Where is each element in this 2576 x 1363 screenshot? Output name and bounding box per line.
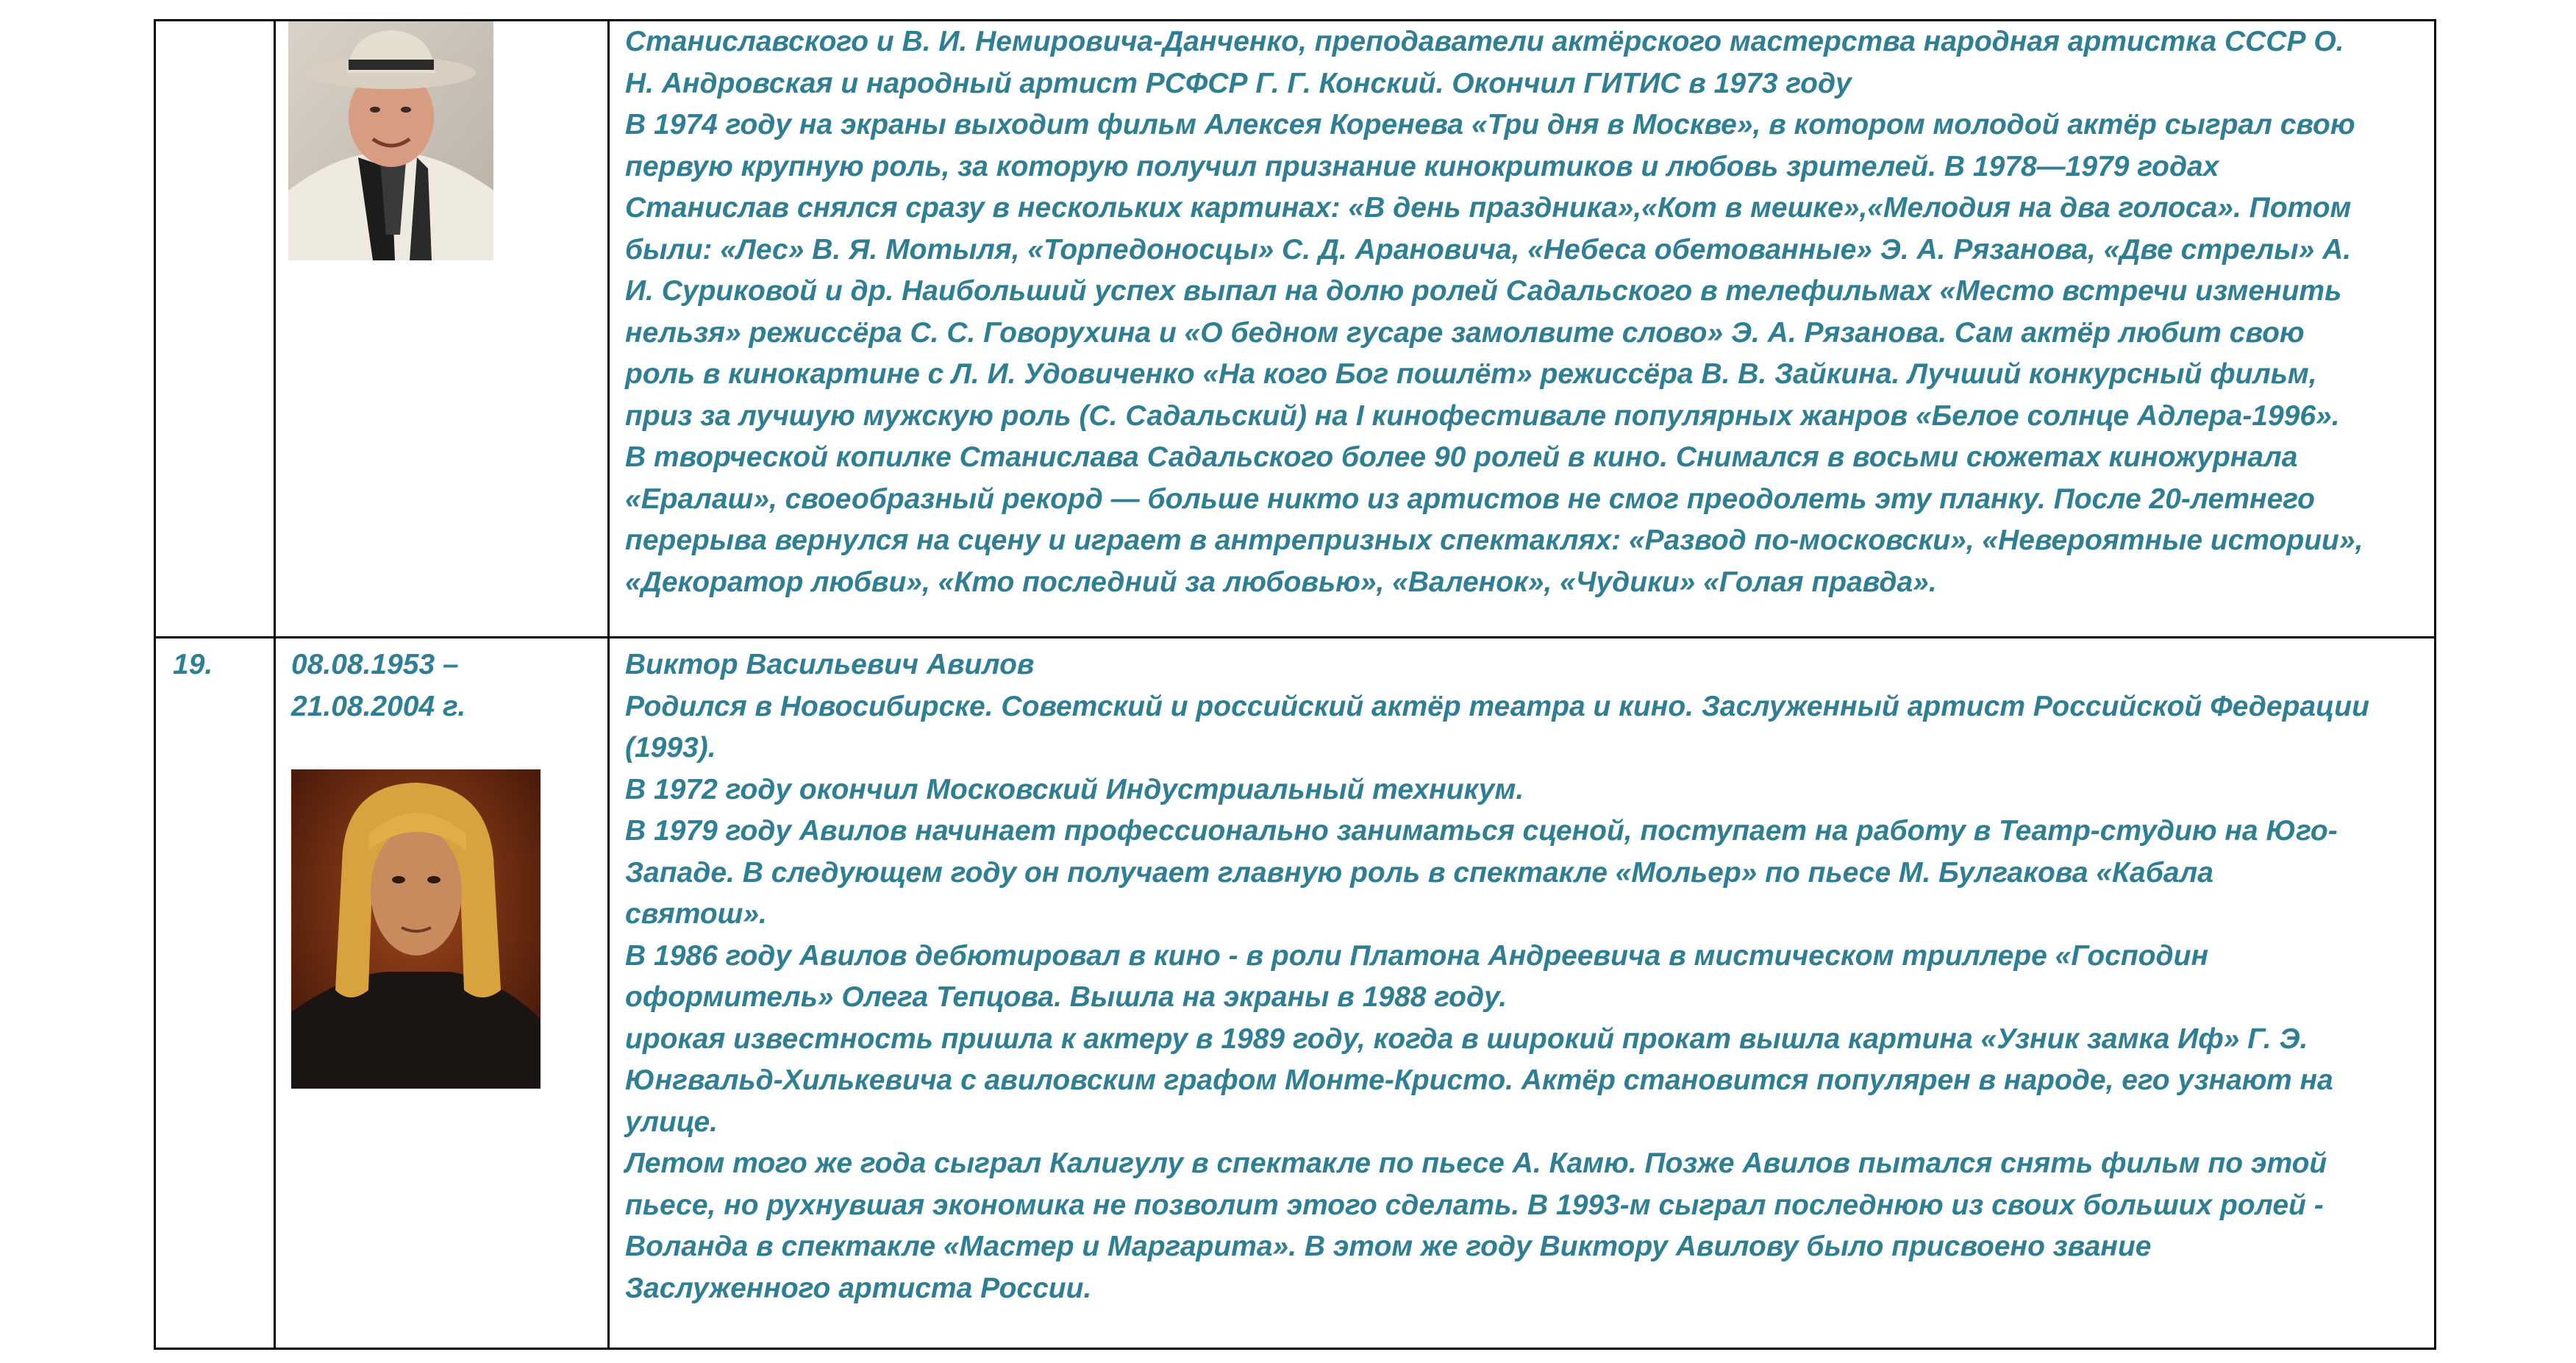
text-line: В 1979 году Авилов начинает профессионально заниматься сценой, поступает на работу в Театр-студию на Юго- (625, 815, 2338, 847)
text-line: пьесе, но рухнувшая экономика не позволит этого сделать. В 1993-м сыграл последнюю из своих больших ролей - (625, 1189, 2324, 1221)
text-line: (1993). (625, 732, 716, 764)
biography-table (154, 19, 2436, 1350)
text-line: В 1972 году окончил Московский Индустриальный техникум. (625, 773, 1524, 805)
text-line: Западе. В следующем году он получает главную роль в спектакле «Мольер» по пьесе М. Булгакова «Кабала (625, 856, 2213, 889)
text-line: ирокая известность пришла к актеру в 1989 году, когда в широкий прокат вышла картина «Узник замка Иф» Г. Э. (625, 1022, 2308, 1055)
text-line: Воланда в спектакле «Мастер и Маргарита». В этом же году Виктору Авилову было присвоено звание (625, 1231, 2152, 1262)
text-line: «Декоратор любви», «Кто последний за любовью», «Валенок», «Чудики» «Голая правда». (625, 566, 1937, 598)
row-number: 19. (173, 649, 213, 680)
text-line: «Ералаш», своеобразный рекорд — больше никто из артистов не смог преодолеть эту планку. После 20-летнего (625, 483, 2315, 515)
text-line: В 1986 году Авилов дебютировал в кино - в роли Платона Андреевича в мистическом триллере «Господин (625, 939, 2209, 972)
text-line: Летом того же года сыграл Калигулу в спектакле по пьесе А. Камю. Позже Авилов пытался снять фильм по этой (625, 1147, 2327, 1179)
text-line: Заслуженного артиста России. (625, 1272, 1092, 1304)
text-line: улице. (625, 1106, 718, 1138)
text-line: В творческой копилке Станислава Садальского более 90 ролей в кино. Снимался в восьми сюжетах киножурнала (625, 441, 2298, 473)
text-line: Юнгвальд-Хилькевича с авиловским графом Монте-Кристо. Актёр становится популярен в народе, его узнают на (625, 1064, 2333, 1096)
text-line: первую крупную роль, за которую получил признание кинокритиков и любовь зрителей. В 1978—1979 годах (625, 150, 2219, 182)
biography-text-upper (625, 21, 2363, 603)
portrait-photo-avilov (291, 769, 540, 1089)
birth-date: 08.08.1953 – (291, 649, 459, 680)
text-line: Родился в Новосибирске. Советский и российский актёр театра и кино. Заслуженный артист Российской Федерации (625, 690, 2369, 722)
text-line: приз за лучшую мужскую роль (С. Садальский) на I кинофестивале популярных жанров «Белое солнце Адлера-1996». (625, 399, 2340, 432)
column-separator-number (274, 21, 276, 1348)
text-line: перерыва вернулся на сцену и играет в антрепризных спектаклях: «Развод по-московски», «Невероятные истории», (625, 524, 2363, 556)
biography-text-avilov (625, 644, 2369, 1309)
text-line: оформитель» Олега Тепцова. Вышла на экраны в 1988 году. (625, 981, 1508, 1013)
text-line: Станислав снялся сразу в нескольких картинах: «В день праздника»,«Кот в мешке»,«Мелодия на два голоса». Потом (625, 192, 2352, 224)
text-line: роль в кинокартине с Л. И. Удовиченко «На кого Бог пошлёт» режиссёра В. В. Зайкина. Лучший конкурсный фильм, (625, 358, 2317, 390)
column-separator-bio (607, 21, 610, 1348)
text-line: нельзя» режиссёра С. С. Говорухина и «О бедном гусаре замолвите слово» Э. А. Рязанова. Сам актёр любит свою (625, 316, 2305, 349)
person-name: Виктор Васильевич Авилов (625, 649, 1035, 680)
text-line: были: «Лес» В. Я. Мотыля, «Торпедоносцы» С. Д. Арановича, «Небеса обетованные» Э. А. Рязанова, «Две стрелы» А. (625, 233, 2352, 266)
row-separator (156, 636, 2434, 638)
text-line: Станиславского и В. И. Немировича-Данченко, преподаватели актёрского мастерства народная артистка СССР О. (625, 26, 2344, 57)
death-date: 21.08.2004 г. (291, 690, 466, 722)
text-line: Н. Андровская и народный артист РСФСР Г. Г. Конский. Окончил ГИТИС в 1973 году (625, 67, 1852, 99)
text-line: В 1974 году на экраны выходит фильм Алексея Коренева «Три дня в Москве», в котором молодой актёр сыграл свою (625, 109, 2355, 140)
life-dates (291, 644, 465, 727)
portrait-photo-sadalsky (288, 21, 493, 260)
text-line: И. Суриковой и др. Наибольший успех выпал на долю ролей Садальского в телефильмах «Место встречи изменить (625, 275, 2342, 307)
text-line: святош». (625, 898, 767, 930)
